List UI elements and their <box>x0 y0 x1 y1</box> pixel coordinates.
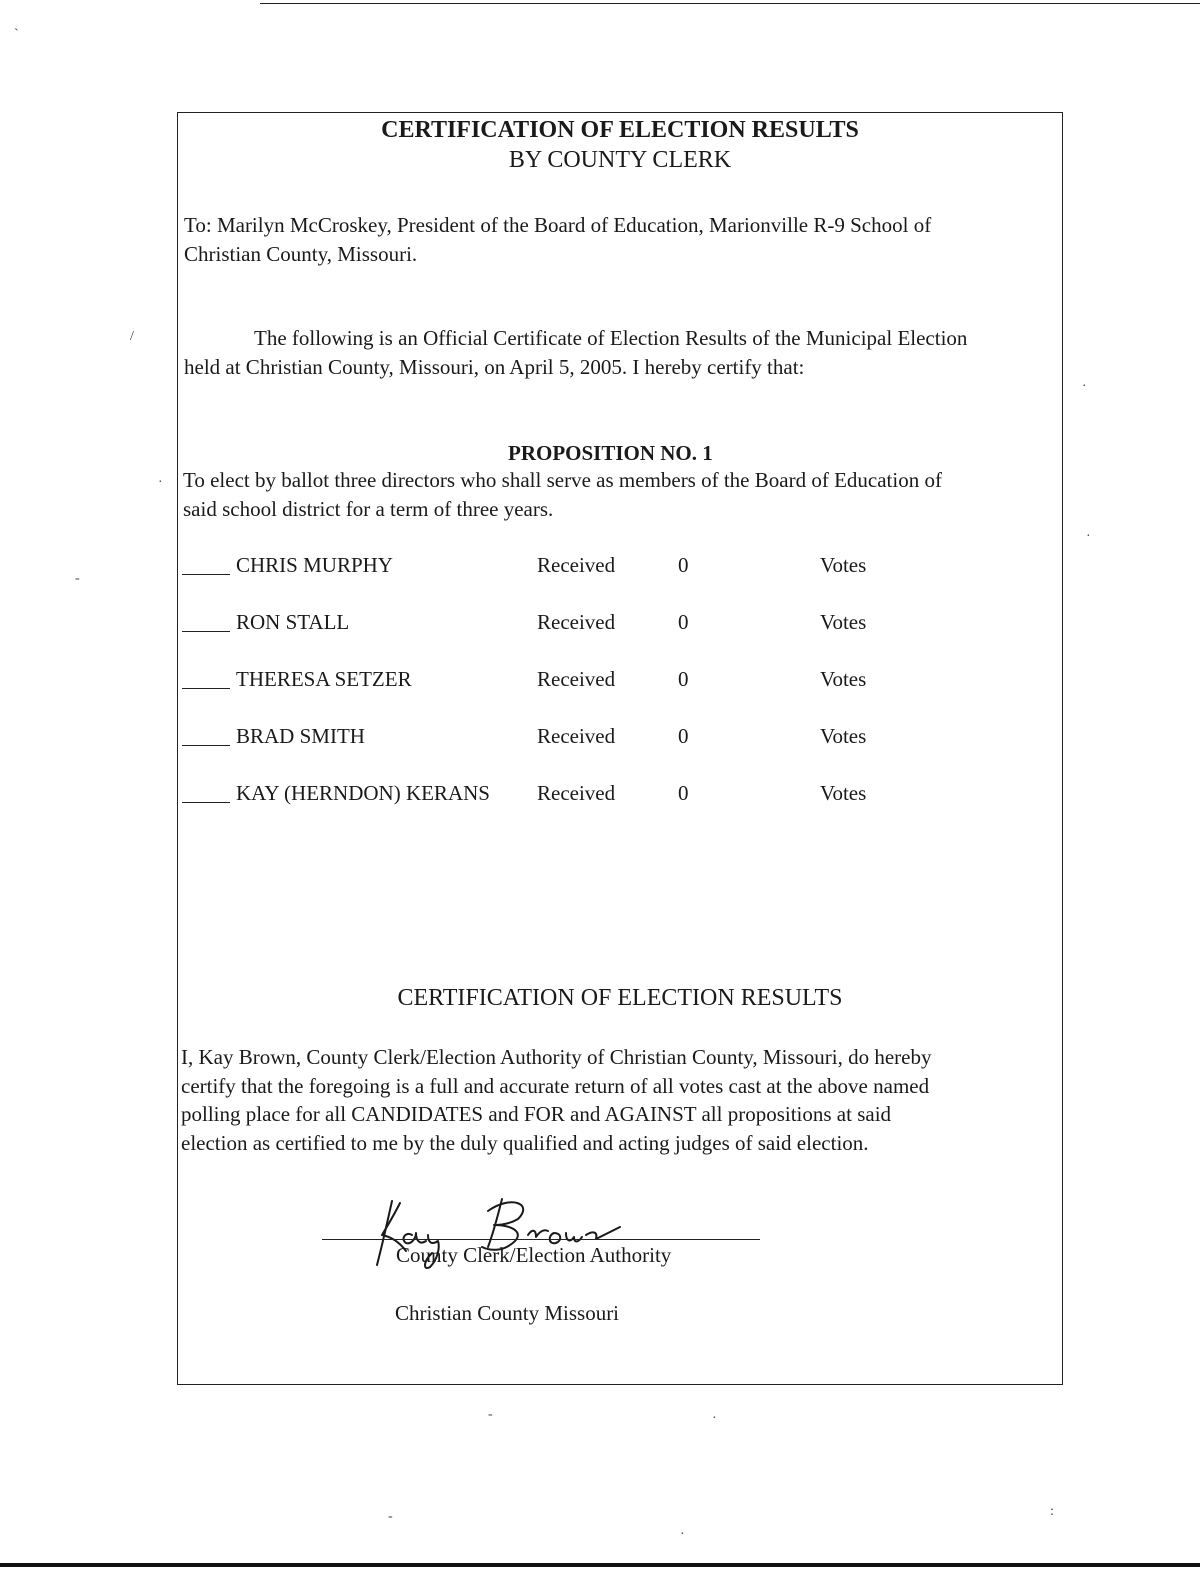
proposition-heading: PROPOSITION NO. 1 <box>508 441 713 465</box>
votes-label: Votes <box>820 724 867 748</box>
votes-label: Votes <box>820 667 867 691</box>
candidate-name: THERESA SETZER <box>236 667 412 691</box>
received-label: Received <box>537 610 616 634</box>
received-label: Received <box>537 724 616 748</box>
signature-caption: County Clerk/Election Authority <box>396 1243 672 1267</box>
document-subtitle: BY COUNTY CLERK <box>508 147 732 173</box>
scan-speck: - <box>488 1407 493 1422</box>
mark-blank <box>182 631 230 632</box>
scan-speck: / <box>130 329 134 344</box>
scan-speck: - <box>388 1509 393 1524</box>
received-label: Received <box>537 553 616 577</box>
proposition-line-2: said school district for a term of three years. <box>183 497 554 521</box>
proposition-line-1: To elect by ballot three directors who shall serve as members of the Board of Education of <box>183 468 942 492</box>
vote-count: 0 <box>678 781 689 805</box>
vote-count: 0 <box>678 553 689 577</box>
candidate-row <box>182 551 1052 581</box>
scan-speck: : <box>1050 1504 1054 1519</box>
scan-speck: - <box>75 571 80 586</box>
intro-line-1: The following is an Official Certificate of Election Results of the Municipal Election <box>254 326 968 350</box>
candidate-row <box>182 665 1052 695</box>
candidate-name: CHRIS MURPHY <box>236 553 393 577</box>
scan-border-bottom <box>0 1563 1200 1567</box>
received-label: Received <box>537 781 616 805</box>
certification-line-3: polling place for all CANDIDATES and FOR and AGAINST all propositions at said <box>181 1102 892 1126</box>
candidate-name: BRAD SMITH <box>236 724 365 748</box>
mark-blank <box>182 688 230 689</box>
scan-speck: · <box>1086 529 1091 544</box>
candidate-name: KAY (HERNDON) KERANS <box>236 781 490 805</box>
scan-speck: · <box>158 475 163 490</box>
certification-title: CERTIFICATION OF ELECTION RESULTS <box>397 985 843 1011</box>
scan-border-top <box>260 3 1200 4</box>
addressee-line-1: To: Marilyn McCroskey, President of the Board of Education, Marionville R-9 School of <box>184 213 932 237</box>
candidate-row <box>182 608 1052 638</box>
votes-label: Votes <box>820 553 867 577</box>
certification-line-4: election as certified to me by the duly qualified and acting judges of said election. <box>181 1131 869 1155</box>
vote-count: 0 <box>678 610 689 634</box>
scan-speck: · <box>680 1527 685 1542</box>
certification-line-2: certify that the foregoing is a full and accurate return of all votes cast at the above named <box>181 1074 930 1098</box>
certification-line-1: I, Kay Brown, County Clerk/Election Authority of Christian County, Missouri, do hereby <box>181 1045 932 1069</box>
received-label: Received <box>537 667 616 691</box>
mark-blank <box>182 802 230 803</box>
mark-blank <box>182 574 230 575</box>
certificate-frame <box>177 112 1063 1385</box>
votes-label: Votes <box>820 610 867 634</box>
mark-blank <box>182 745 230 746</box>
vote-count: 0 <box>678 667 689 691</box>
candidate-row <box>182 722 1052 752</box>
scan-speck: · <box>712 1411 717 1426</box>
addressee-line-2: Christian County, Missouri. <box>184 242 418 266</box>
candidate-name: RON STALL <box>236 610 350 634</box>
intro-line-2: held at Christian County, Missouri, on April 5, 2005. I hereby certify that: <box>184 355 805 379</box>
scan-speck: · <box>1082 379 1087 394</box>
scan-speck: ` <box>14 27 19 42</box>
signature-location: Christian County Missouri <box>395 1301 620 1325</box>
signature-line <box>322 1239 760 1240</box>
votes-label: Votes <box>820 781 867 805</box>
vote-count: 0 <box>678 724 689 748</box>
candidate-row <box>182 779 1052 809</box>
document-title: CERTIFICATION OF ELECTION RESULTS <box>381 117 859 143</box>
